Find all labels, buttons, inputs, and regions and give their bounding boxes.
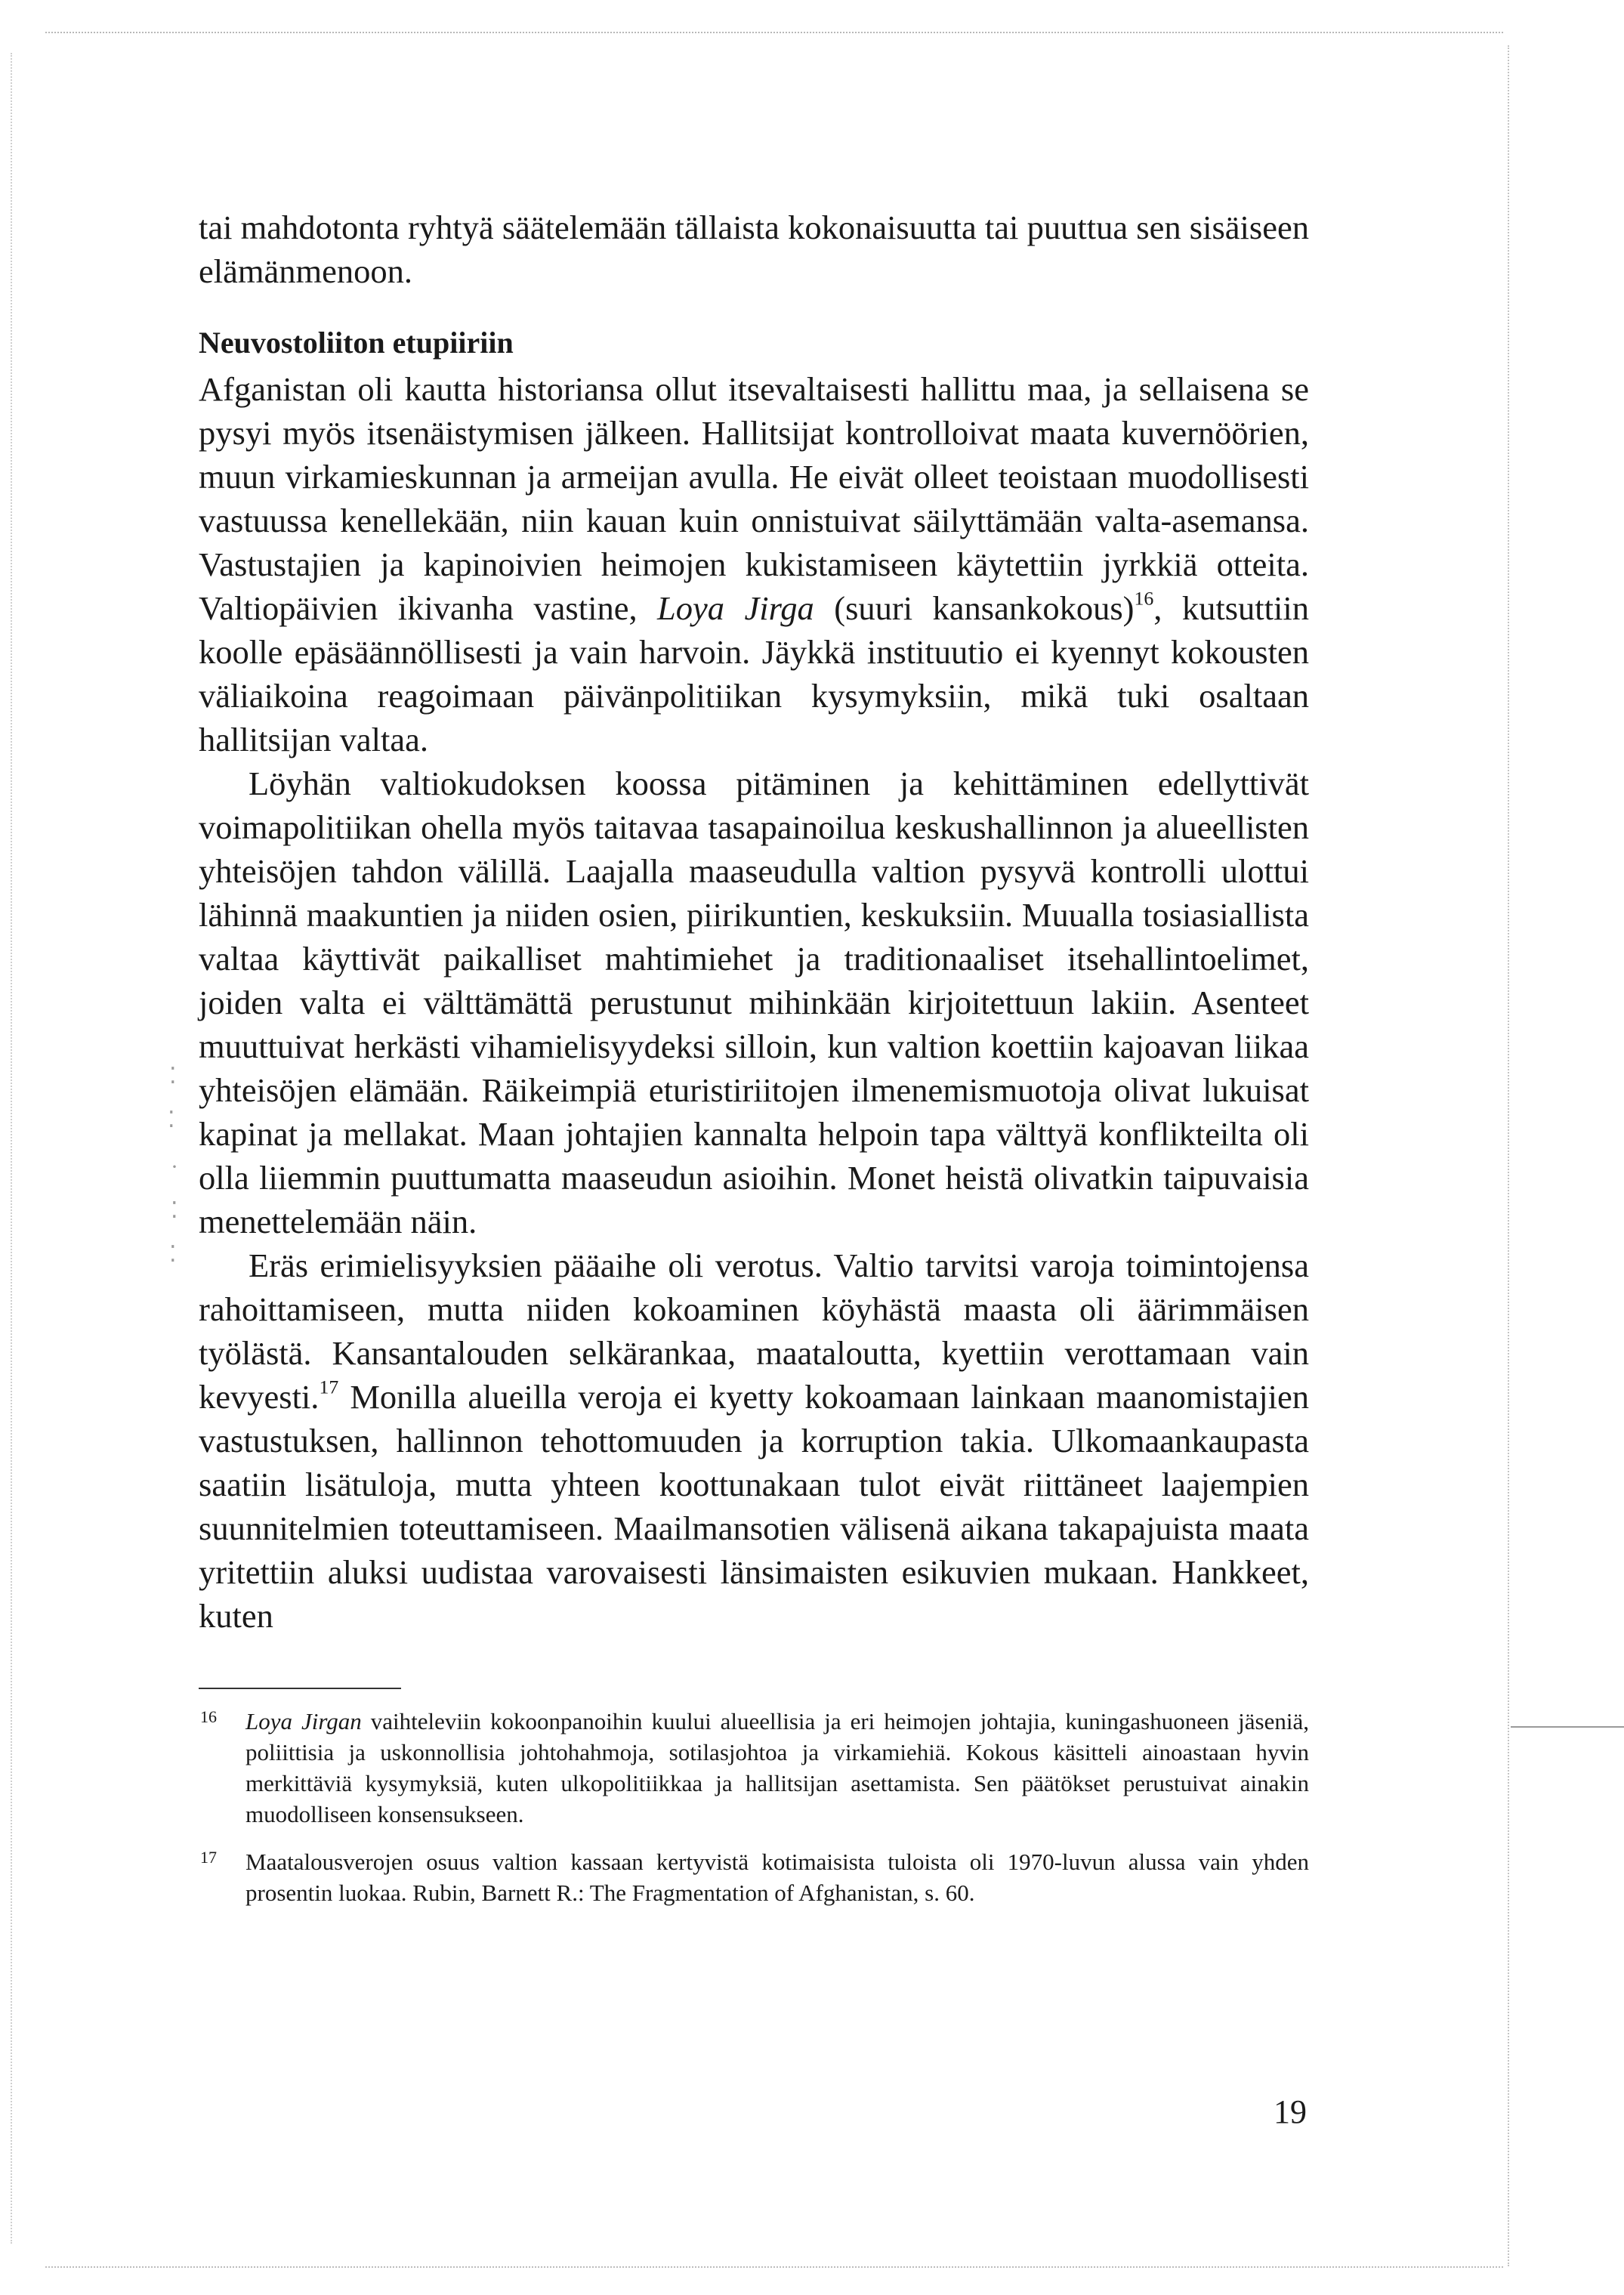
loya-jirga-term: Loya Jirga [657, 589, 814, 627]
paragraph-2: Löyhän valtiokudoksen koossa pitäminen ja kehittäminen edellyttivät voimapolitiikan ohella myös taitavaa tasapainoilua keskushallinnon ja alueellisten yhteisöjen tahdon välillä. Laajalla maaseudulla valtion pysyvä kontrolli ulottui lähinnä maakuntien ja niiden osien, piirikuntien, keskuksiin. Muualla tosiasiallista valtaa käyttivät paikalliset mahtimiehet ja traditionaaliset itsehallintoelimet, joiden valta ei välttämättä perustunut mihinkään kirjoitettuun lakiin. Asenteet muuttuivat herkästi vihamielisyydeksi silloin, kun valtion koettiin kajoavan liikaa yhteisöjen elämään. Räikeimpiä eturistiriitojen ilmenemismuotoja olivat lukuisat kapinat ja mellakat. Maan johtajien kannalta helpoin tapa välttyä konflikteilta oli olla liiemmin puuttumatta maaseudun asioihin. Monet heistä olivatkin taipuvaisia menettelemään näin. [199, 764, 1309, 1240]
intro-paragraph: tai mahdotonta ryhtyä säätelemään tällaista kokonaisuutta tai puuttua sen sisäiseen elämänmenoon. [199, 208, 1309, 290]
footnote-number: 16 [200, 1707, 217, 1726]
scan-edge-bottom [45, 2266, 1503, 2268]
paragraph-3-text-b: Monilla alueilla veroja ei kyetty kokoamaan lainkaan maanomistajien vastustuksen, hallinnon tehottomuuden ja korruption takia. Ulkomaankaupasta saatiin lisätuloja, mutta yhteen koottunakaan tulot eivät riittäneet laajempien suunnitelmien toteuttamiseen. Maailmansotien välisenä aikana takapajuista maata yritettiin aluksi uudistaa varovaisesti länsimaisten esikuvien mukaan. Hankkeet, kuten [199, 1378, 1309, 1635]
footnote-text: vaihteleviin kokoonpanoihin kuului alueellisia ja eri heimojen johtajia, kuningashuoneen jäseniä, poliittisia ja uskonnollisia johtohahmoja, sotilasjohtoa ja virkamiehiä. Kokous käsitteli ainoastaan hyvin merkittäviä kysymyksiä, kuten ulkopolitiikkaa ja hallitsijan asettamista. Sen päätökset perustuivat ainakin muodolliseen konsensukseen. [245, 1708, 1309, 1827]
scan-edge-top [45, 32, 1503, 33]
scan-speck: ⁚ [169, 1064, 177, 1089]
page-number: 19 [1274, 2093, 1307, 2130]
paragraph-3 [199, 1243, 1309, 1638]
footnote-italic-term: Loya Jirgan [245, 1708, 362, 1734]
scan-speck: ⁚ [168, 1107, 175, 1132]
footnote-ref-17: 17 [319, 1376, 339, 1398]
body-text [199, 205, 1309, 1638]
paragraph-3-text-a: Eräs erimielisyyksien pääaihe oli verotus. Valtio tarvitsi varoja toimintojensa rahoittamiseen, mutta niiden kokoaminen köyhästä maasta oli äärimmäisen työlästä. Kansantalouden selkärankaa, maataloutta, kyettiin verottamaan vain kevyesti. [199, 1246, 1309, 1416]
page-content [199, 205, 1309, 1925]
margin-rule [1511, 1726, 1624, 1728]
footnote-16 [199, 1706, 1309, 1830]
footnote-text: Maatalousverojen osuus valtion kassaan kertyvistä kotimaisista tuloista oli 1970-luvun alussa vain yhden prosentin luokaa. Rubin, Barnett R.: The Fragmentation of Afghanistan, s. 60. [245, 1849, 1309, 1906]
paragraph-1-text-c: , kutsuttiin koolle epäsäännöllisesti ja vain harvoin. Jäykkä instituutio ei kyennyt kokousten väliaikoina reagoimaan päivänpolitiikan kysymyksiin, mikä tuki osaltaan hallitsijan valtaa. [199, 589, 1309, 758]
scan-speck: ⁚ [171, 1198, 178, 1223]
footnote-separator [199, 1688, 401, 1689]
scan-edge-left [11, 53, 12, 2244]
footnote-17 [199, 1846, 1309, 1908]
section-heading: Neuvostoliiton etupiiriin [199, 326, 514, 360]
scan-edge-right [1508, 45, 1509, 2266]
paragraph-1 [199, 367, 1309, 761]
paragraph-1-text-b: (suuri kansankokous) [814, 589, 1135, 627]
paragraph-1-text-a: Afganistan oli kautta historiansa ollut itsevaltaisesti hallittu maa, ja sellaisena se pysyi myös itsenäistymisen jälkeen. Hallitsijat kontrolloivat maata kuvernöörien, muun virkamieskunnan ja armeijan avulla. He eivät olleet teoistaan muodollisesti vastuussa kenellekään, niin kauan kuin onnistuivat säilyttämään valta-asemansa. Vastustajien ja kapinoivien heimojen kukistamiseen käytettiin jyrkkiä otteita. Valtiopäivien ikivanha vastine, [199, 370, 1309, 627]
footnote-ref-16: 16 [1134, 587, 1154, 610]
scan-speck: · [171, 1154, 178, 1179]
footnote-number: 17 [200, 1848, 217, 1867]
scan-speck: ⁚ [169, 1242, 177, 1267]
